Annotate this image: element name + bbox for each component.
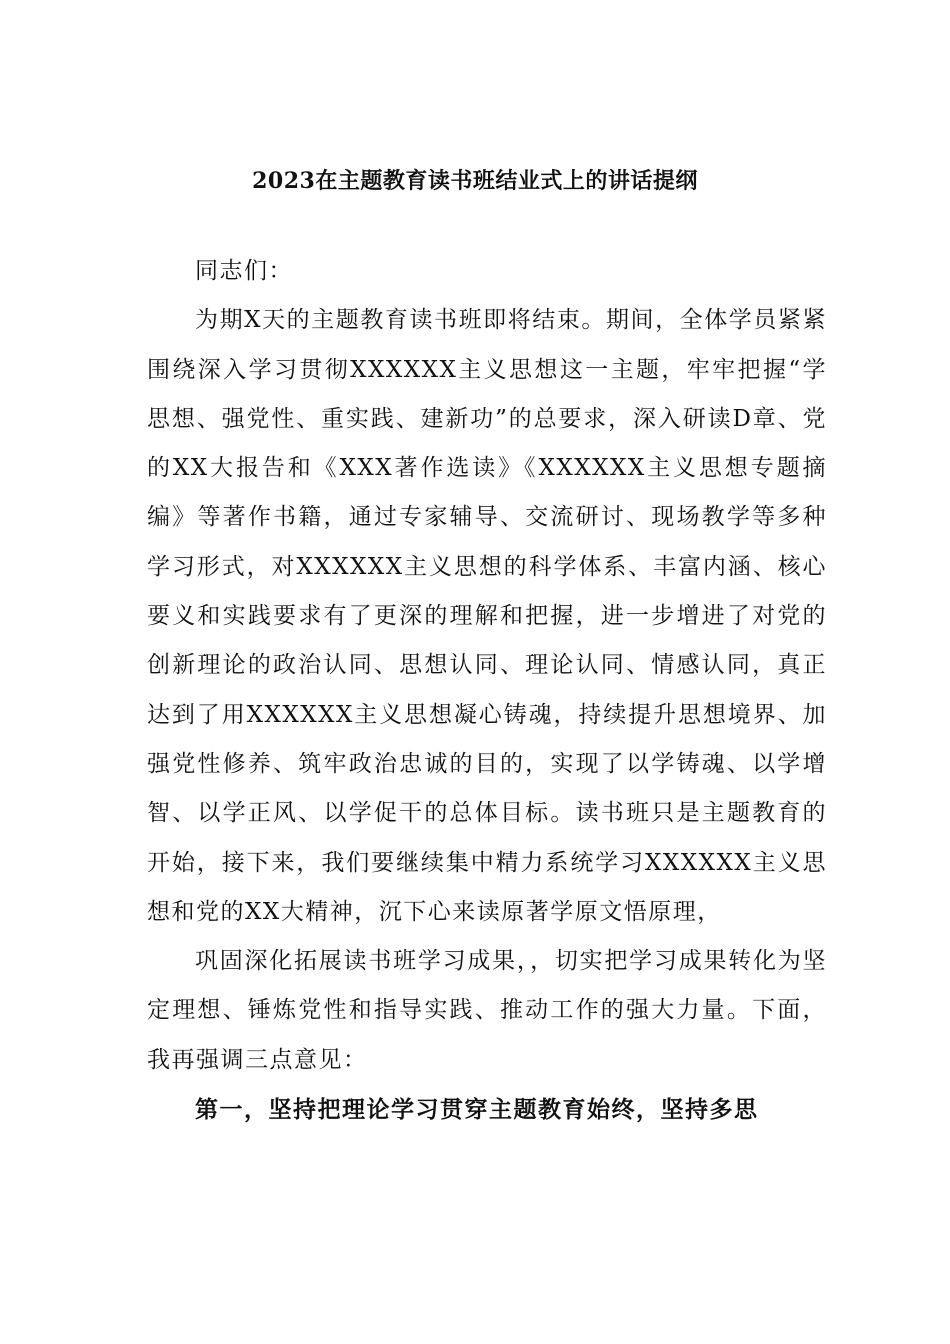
document-title: 2023在主题教育读书班结业式上的讲话提纲 xyxy=(252,168,698,194)
greeting-paragraph: 同志们： xyxy=(195,258,293,284)
body-paragraph: 巩固深化拓展读书班学习成果，，切实把学习成果转化为坚定理想、锤炼党性和指导实践、推动工作的强大力量。下面，我再强调三点意见： xyxy=(147,948,827,1073)
body-paragraph: 为期X天的主题教育读书班即将结束。期间，全体学员紧紧围绕深入学习贯彻XXXXXX主义思想这一主题，牢牢把握“学思想、强党性、重实践、建新功”的总要求，深入研读D章、党的XX大报告和《XXX著作选读》《XXXXXX主义思想专题摘编》等著作书籍，通过专家辅导、交流研讨、现场教学等多种学习形式，对XXXXXX主义思想的科学体系、丰富内涵、核心要义和实践要求有了更深的理解和把握，进一步增进了对党的创新理论的政治认同、思想认同、理论认同、情感认同，真正达到了用XXXXXX主义思想凝心铸魂，持续提升思想境界、加强党性修养、筑牢政治忠诚的目的，实现了以学铸魂、以学增智、以学正风、以学促干的总体目标。读书班只是主题教育的开始，接下来，我们要继续集中精力系统学习XXXXXX主义思想和党的XX大精神，沉下心来读原著学原文悟原理， xyxy=(147,307,827,925)
document-body xyxy=(147,247,827,1134)
section-heading-paragraph: 第一，坚持把理论学习贯穿主题教育始终，坚持多思 xyxy=(195,1096,759,1124)
